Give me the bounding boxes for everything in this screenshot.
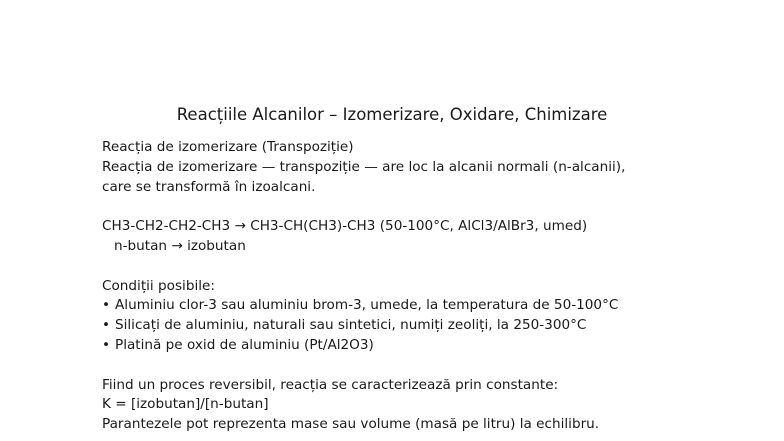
condition-text: Aluminiu clor-3 sau aluminiu brom-3, umede, la temperatura de 50-100°C	[115, 297, 619, 314]
reaction-equation: CH3-CH2-CH2-CH3 → CH3-CH(CH3)-CH3 (50-100°C, AlCl3/AlBr3, umed)	[102, 218, 588, 235]
intro-line-1: Reacția de izomerizare — transpoziție — are loc la alcanii normali (n-alcanii),	[102, 158, 626, 175]
spacer	[102, 356, 625, 376]
condition-text: Silicați de aluminiu, naturali sau sintetici, numiți zeoliți, la 250-300°C	[115, 317, 587, 334]
document-body	[102, 138, 625, 435]
brackets-note: Parantezele pot reprezenta mase sau volume (masă pe litru) la echilibru.	[102, 416, 600, 433]
bullet-icon: •	[102, 317, 111, 334]
page-title: Reacțiile Alcanilor – Izomerizare, Oxidare, Chimizare	[176, 105, 608, 124]
spacer	[102, 257, 625, 277]
conditions-heading: Condiții posibile:	[102, 277, 215, 294]
condition-item	[102, 316, 625, 336]
condition-item	[102, 336, 625, 356]
spacer	[102, 197, 625, 217]
condition-item	[102, 296, 625, 316]
section-heading: Reacția de izomerizare (Transpoziție)	[102, 139, 354, 155]
condition-text: Platină pe oxid de aluminiu (Pt/Al2O3)	[115, 336, 374, 353]
intro-line-2: care se transformă în izoalcani.	[102, 178, 316, 195]
equilibrium-constant: K = [izobutan]/[n-butan]	[102, 396, 269, 413]
bullet-icon: •	[102, 336, 111, 353]
bullet-icon: •	[102, 297, 111, 314]
reaction-names: n-butan → izobutan	[114, 237, 246, 254]
reversible-line: Fiind un proces reversibil, reacția se caracterizează prin constante:	[102, 376, 559, 393]
